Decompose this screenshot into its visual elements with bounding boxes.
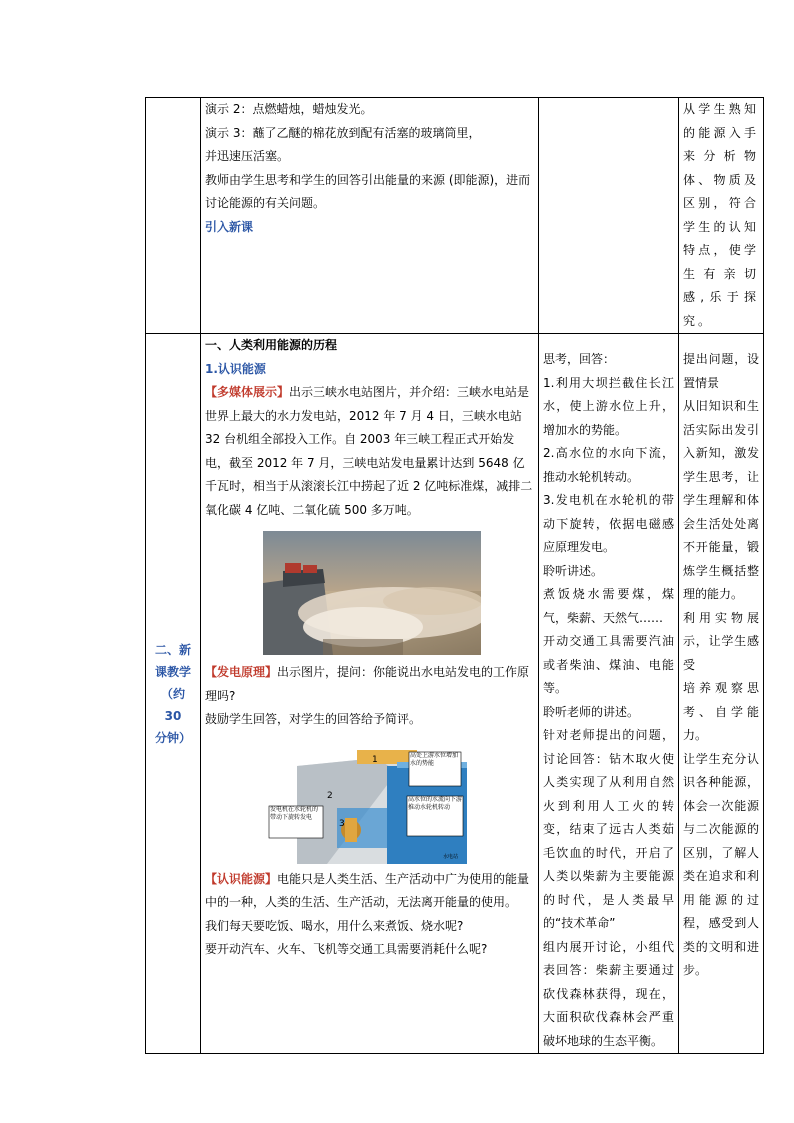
- question-1: 我们每天要吃饭、喝水，用什么来煮饭、烧水呢?: [205, 918, 464, 933]
- intent-5: 让学生充分认识各种能源，体会一次能源与二次能源的区别，了解人类在追求和利用能源的过程，感受到人类的文明和进步。: [683, 751, 759, 977]
- principle-tag: 【发电原理】: [205, 665, 278, 679]
- intent-4: 培养观察思考、自学能力。: [683, 681, 759, 742]
- student-answer-3: 3.发电机在水轮机的带动下旋转，依据电磁感应原理发电。: [543, 493, 674, 554]
- stage-cell: [146, 334, 201, 1054]
- design-intent-cell-2: [679, 334, 764, 1054]
- demo3-line-cont: 并迅速压活塞。: [205, 149, 290, 163]
- multimedia-paragraph: [205, 381, 534, 522]
- student-discuss: 针对老师提出的问题，讨论回答：钻木取火使人类实现了从利用自然火到利用人工火的转变，结束了远古人类茹毛饮血的时代，开启了人类以柴薪为主要能源的时代，是人类最早的“技术革命”: [543, 728, 674, 930]
- teacher-activity-cell-2: [201, 334, 539, 1054]
- intro-new-lesson: 引入新课: [205, 219, 254, 234]
- intent-1: 提出问题，设置情景: [683, 352, 759, 390]
- lesson-plan-table: [145, 97, 764, 1054]
- student-cooking-fuel: 煮饭烧水需要煤，煤气，柴薪、天然气……: [543, 587, 674, 625]
- know-text: 电能只是人类生活、生产活动中广为使用的能量中的一种，人类的生活、生产活动，无法离开能量的使用。: [205, 871, 530, 909]
- student-activity-cell: [539, 334, 679, 1054]
- multimedia-text: 出示三峡水电站图片，并介绍：三峡水电站是世界上最大的水力发电站，2012 年 7 月 4 日，三峡水电站 32 台机组全部投入工作。自 2003 年三峡工程正式开始发电，截至 2012 年 7 月，三峡电站发电量累计达到 5648 亿千瓦时，相当于从滚滚长江中捞起了近 2 亿吨标准煤，减排二氧化碳 4 亿吨、二氧化硫 500 多万吨。: [205, 385, 533, 517]
- diagram-label-2: 2: [327, 790, 333, 801]
- demo2-line: 演示 2：点燃蜡烛，蜡烛发光。: [205, 102, 373, 116]
- student-answer-2: 2.高水位的水向下流，推动水轮机转动。: [543, 446, 674, 484]
- teacher-guide-line-cont: 讨论能源的有关问题。: [205, 196, 326, 210]
- diagram-top-note: 高处上游水位增加水的势能: [410, 751, 459, 767]
- table-row-new-lesson: [146, 334, 764, 1054]
- multimedia-tag: 【多媒体展示】: [205, 385, 290, 399]
- stage-label-3: （约 30: [160, 686, 185, 723]
- student-think: 思考，回答：: [543, 352, 616, 366]
- student-activity-cell-empty: [539, 98, 679, 334]
- stage-label-2: 课教学: [154, 664, 191, 679]
- demo3-line: 演示 3：蘸了乙醚的棉花放到配有活塞的玻璃筒里，: [205, 125, 481, 140]
- principle-paragraph: [205, 661, 534, 708]
- know-tag: 【认识能源】: [205, 871, 278, 886]
- question-2: 要开动汽车、火车、飞机等交通工具需要消耗什么呢?: [205, 942, 488, 956]
- student-vehicle-fuel: 开动交通工具需要汽油或者柴油、煤油、电能等。: [543, 634, 674, 695]
- diagram-left-note: 发电机在水轮机的带动下旋转发电: [270, 805, 319, 821]
- intent-2: 从旧知识和生活实际出发引入新知，激发学生思考，让学生理解和体会生活处处离不开能量，锻炼学生概括整理的能力。: [683, 399, 759, 601]
- principle-text: 出示图片，提问：你能说出水电站发电的工作原理吗?: [205, 665, 530, 703]
- hydropower-diagram: [267, 738, 467, 864]
- know-paragraph: [205, 868, 534, 915]
- diagram-label-1: 1: [372, 754, 378, 765]
- encourage-line: 鼓励学生回答，对学生的回答给予简评。: [205, 712, 422, 726]
- diagram-mid-note: 高水位的水流向下游推动水轮机转动: [408, 795, 462, 811]
- table-row-intro: [146, 98, 764, 334]
- intent-3: 利用实物展示，让学生感受: [683, 610, 759, 672]
- student-listen-teacher: 聆听老师的讲述。: [543, 704, 640, 719]
- section-title: 一、人类利用能源的历程: [205, 338, 338, 352]
- student-listen: 聆听讲述。: [543, 563, 604, 578]
- three-gorges-dam-photo: [263, 531, 481, 655]
- design-intent-text: 从学生熟知的能源入手来分析物体、物质及区别，符合学生的认知特点，使学生有亲切感,乐于探究。: [683, 102, 759, 328]
- teacher-activity-cell: [201, 98, 539, 334]
- student-answer-1: 1.利用大坝拦截住长江水，使上游水位上升，增加水的势能。: [543, 375, 674, 437]
- stage-cell-empty: [146, 98, 201, 334]
- teacher-guide-line: 教师由学生思考和学生的回答引出能量的来源 (即能源)，进而: [205, 172, 531, 187]
- design-intent-cell: [679, 98, 764, 334]
- sub-title: 1.认识能源: [205, 361, 266, 376]
- stage-label-1: 二、新: [154, 642, 191, 657]
- diagram-corner-note: 水电站: [443, 853, 459, 860]
- diagram-label-3: 3: [339, 818, 345, 829]
- stage-label-4: 分钟）: [154, 730, 191, 745]
- student-group-answer: 组内展开讨论，小组代表回答：柴薪主要通过砍伐森林获得，现在，大面积砍伐森林会严重破坏地球的生态平衡。: [543, 939, 674, 1048]
